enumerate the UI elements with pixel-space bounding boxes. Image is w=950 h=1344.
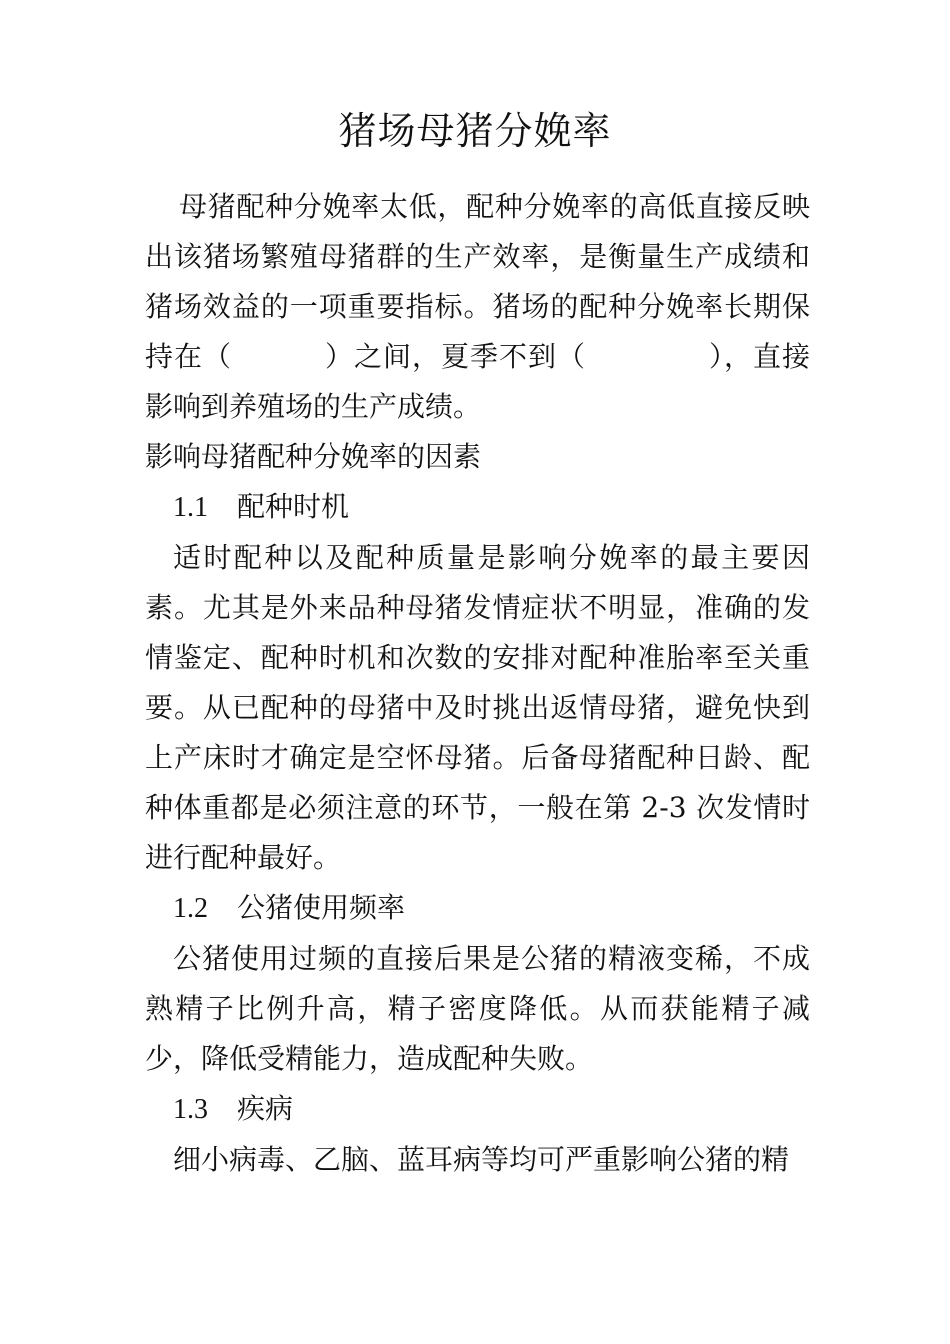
intro-paragraph	[145, 182, 810, 432]
document-body	[145, 182, 810, 1185]
factors-heading: 影响母猪配种分娩率的因素	[145, 440, 482, 473]
section-number: 1.3	[173, 1094, 208, 1125]
section-title: 公猪使用频率	[237, 891, 406, 924]
document-title: 猪场母猪分娩率	[338, 109, 612, 153]
intro-text-part2: ）之间，夏季不到（	[324, 340, 586, 373]
intro-text-part1: 母猪配种分娩率太低，配种分娩率的高低直接反映出该猪场繁殖母猪群的生产效率，是衡量生产成绩和猪场效益的一项重要指标。猪场的配种分娩率长期保持在（	[145, 190, 810, 373]
intro-text-part3: ），直接影响到养殖场的生产成绩。	[145, 340, 810, 423]
section-number: 1.1	[173, 492, 208, 523]
section-paragraph-1-3: 细小病毒、乙脑、蓝耳病等均可严重影响公猪的精	[173, 1143, 790, 1176]
section-title: 疾病	[237, 1092, 294, 1125]
section-paragraph-1-1: 适时配种以及配种质量是影响分娩率的最主要因素。尤其是外来品种母猪发情症状不明显，准确的发情鉴定、配种时机和次数的安排对配种准胎率至关重要。从已配种的母猪中及时挑出返情母猪，避免快到上产床时才确定是空怀母猪。后备母猪配种日龄、配种体重都是必须注意的环节，一般在第 2-3 次发情时进行配种最好。	[145, 541, 810, 874]
section-heading-1-2	[145, 883, 810, 934]
section-heading-1-3	[145, 1084, 810, 1135]
section-paragraph-1-2: 公猪使用过频的直接后果是公猪的精液变稀，不成熟精子比例升高，精子密度降低。从而获能精子减少，降低受精能力，造成配种失败。	[145, 942, 810, 1075]
section-heading-1-1	[145, 482, 810, 533]
section-title: 配种时机	[237, 490, 350, 523]
section-number: 1.2	[173, 893, 208, 924]
